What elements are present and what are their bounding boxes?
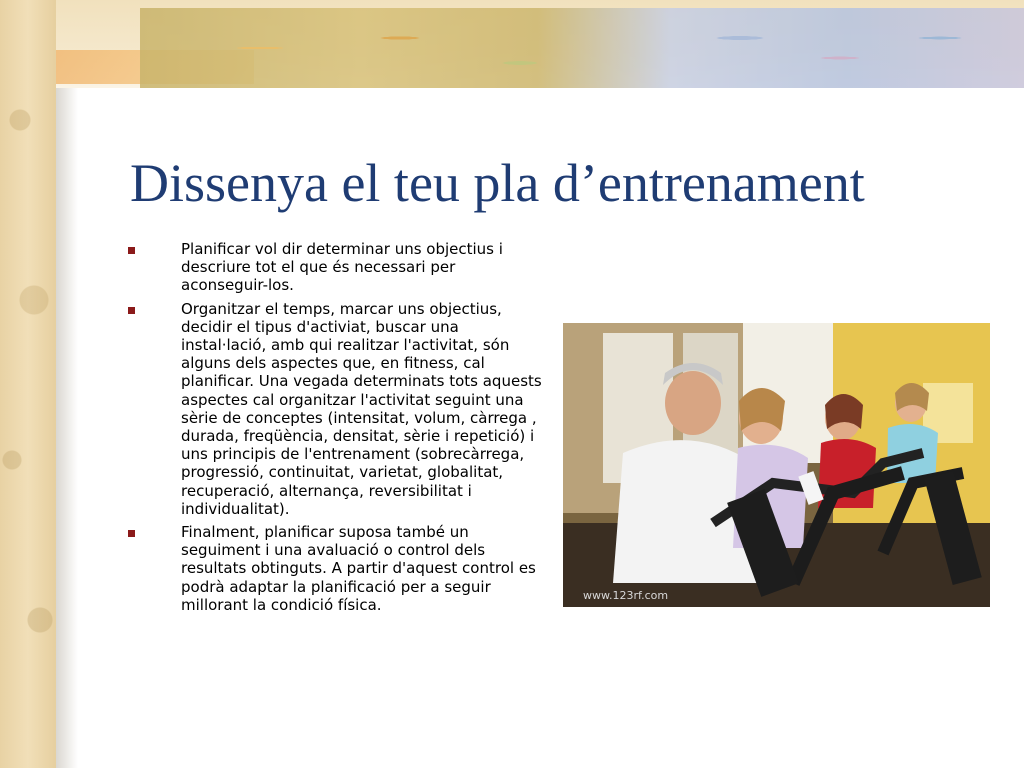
bullet-text: Finalment, planificar suposa també un seguiment i una avaluació o control dels resultats obtinguts. A partir d'aquest control es podrà adaptar la planificació per a seguir millorant la condició física.	[181, 523, 536, 614]
photo-watermark: www.123rf.com	[583, 589, 669, 602]
decorative-banner	[140, 8, 1024, 88]
parchment-strip	[0, 0, 56, 768]
bullet-item	[128, 300, 544, 518]
fitness-cycling-photo	[563, 323, 990, 607]
bullet-item	[128, 240, 544, 295]
slide-title: Dissenya el teu pla d’entrenament	[130, 153, 865, 213]
square-bullet-icon	[128, 307, 135, 314]
bullet-text: Organitzar el temps, marcar uns objectius, decidir el tipus d'activiat, buscar una instal·lació, amb qui realitzar l'activitat, són alguns dels aspectes que, en fitness, cal planificar. Una vegada determinats tots aquests aspectes cal organitzar l'activitat seguint una sèrie de conceptes (intensitat, volum, càrrega , durada, freqüència, densitat, sèrie i repetició) i uns principis de l'entrenament (sobrecàrrega, progressió, continuitat, varietat, globalitat, recuperació, alternança, reversibilitat i individualitat).	[181, 299, 542, 518]
bullet-list	[128, 240, 544, 619]
bullet-text: Planificar vol dir determinar uns objectius i descriure tot el que és necessari per aconseguir-los.	[181, 240, 503, 295]
square-bullet-icon	[128, 247, 135, 254]
square-bullet-icon	[128, 530, 135, 537]
bullet-item	[128, 523, 544, 614]
photo-illustration	[563, 323, 990, 607]
slide-edge-shadow	[56, 88, 78, 768]
